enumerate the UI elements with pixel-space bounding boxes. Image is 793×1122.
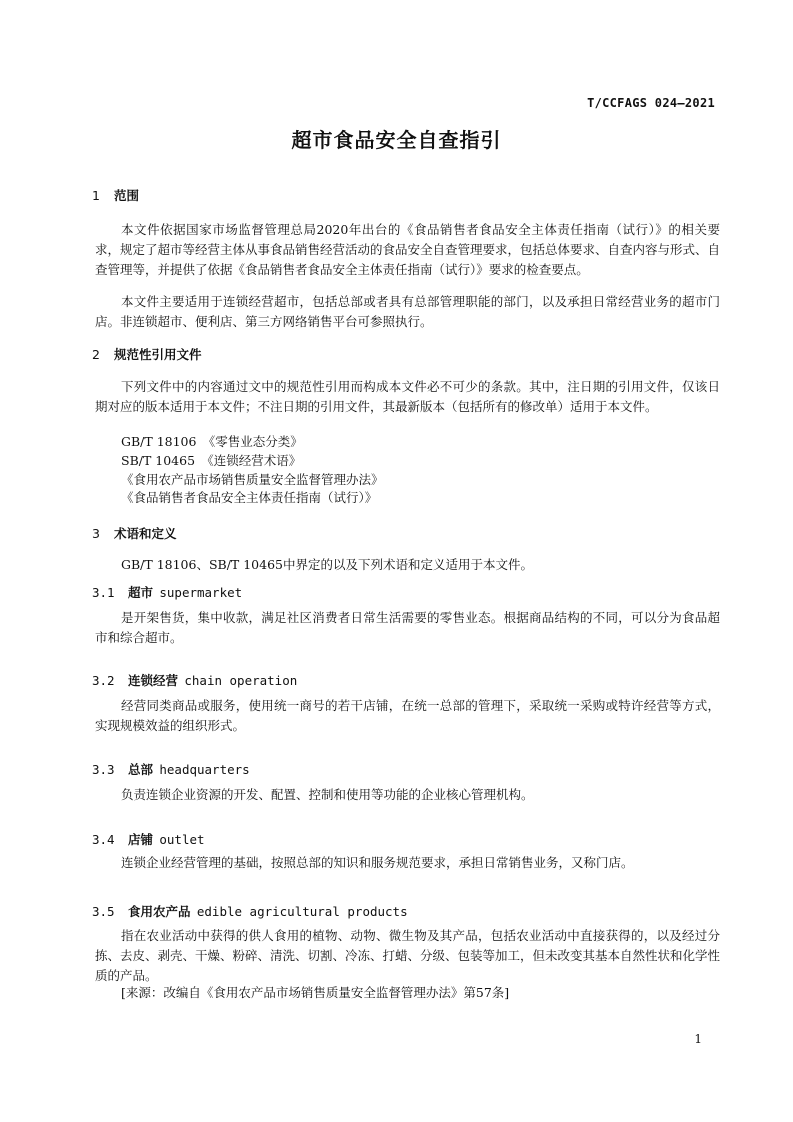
section-number: 2: [92, 347, 100, 362]
reference-item: 《食用农产品市场销售质量安全监督管理办法》: [121, 472, 384, 487]
term-en: supermarket: [159, 585, 243, 600]
section-1-paragraph-1: 本文件依据国家市场监督管理总局2020年出台的《食品销售者食品安全主体责任指南（试行）》的相关要求，规定了超市等经营主体从事食品销售经营活动的食品安全自查管理要求，包括总体要求、自查内容与形式、自查管理等，并提供了依据《食品销售者食品安全主体责任指南（试行）》要求的检查要点。: [95, 222, 721, 277]
term-3-1-definition: 是开架售货，集中收款，满足社区消费者日常生活需要的零售业态。根据商品结构的不同，可以分为食品超市和综合超市。: [95, 610, 720, 645]
section-number: 1: [92, 188, 100, 203]
term-zh: 店铺: [128, 832, 154, 847]
term-3-5-source: [来源：改编自《食用农产品市场销售质量安全监督管理办法》第57条]: [121, 985, 510, 1000]
term-number: 3.1: [92, 585, 115, 600]
term-3-1-heading: [92, 583, 242, 601]
term-3-3-heading: [92, 760, 250, 778]
term-en: chain operation: [184, 673, 298, 688]
term-3-2-heading: [92, 671, 297, 689]
section-3-heading: [92, 524, 177, 542]
term-zh: 超市: [128, 585, 154, 600]
term-zh: 食用农产品: [128, 904, 191, 919]
term-zh: 总部: [128, 762, 154, 777]
term-en: outlet: [159, 832, 205, 847]
term-en: edible agricultural products: [196, 904, 408, 919]
term-zh: 连锁经营: [128, 673, 179, 688]
term-3-2-definition: 经营同类商品或服务，使用统一商号的若干店铺，在统一总部的管理下，采取统一采购或特许经营等方式，实现规模效益的组织形式。: [95, 698, 720, 733]
term-3-5-definition: 指在农业活动中获得的供人食用的植物、动物、微生物及其产品，包括农业活动中直接获得的，以及经过分拣、去皮、剥壳、干燥、粉碎、清洗、切割、冷冻、打蜡、分级、包装等加工，但未改变其基本自然性状和化学性质的产品。: [95, 928, 721, 983]
document-code: T/CCFAGS 024—2021: [587, 96, 715, 110]
section-1-paragraph-2: 本文件主要适用于连锁经营超市，包括总部或者具有总部管理职能的部门，以及承担日常经营业务的超市门店。非连锁超市、便利店、第三方网络销售平台可参照执行。: [95, 294, 720, 329]
document-title: 超市食品安全自查指引: [291, 128, 502, 152]
term-3-3-definition: 负责连锁企业资源的开发、配置、控制和使用等功能的企业核心管理机构。: [121, 787, 534, 802]
section-title: 范围: [114, 188, 140, 203]
term-3-4-heading: [92, 830, 205, 848]
section-2-heading: [92, 345, 202, 363]
section-number: 3: [92, 526, 100, 541]
section-3-paragraph-1: GB/T 18106、SB/T 10465中界定的以及下列术语和定义适用于本文件。: [121, 557, 533, 572]
section-2-paragraph-1: 下列文件中的内容通过文中的规范性引用而构成本文件必不可少的条款。其中，注日期的引用文件，仅该日期对应的版本适用于本文件；不注日期的引用文件，其最新版本（包括所有的修改单）适用于本文件。: [95, 379, 720, 414]
section-1-heading: [92, 186, 139, 204]
reference-item: GB/T 18106 《零售业态分类》: [121, 434, 303, 449]
section-title: 规范性引用文件: [114, 347, 202, 362]
reference-item: 《食品销售者食品安全主体责任指南（试行）》: [121, 490, 378, 505]
term-number: 3.3: [92, 762, 115, 777]
page-number: 1: [694, 1032, 702, 1046]
reference-item: SB/T 10465 《连锁经营术语》: [121, 453, 302, 468]
term-number: 3.5: [92, 904, 115, 919]
term-3-5-heading: [92, 902, 408, 920]
term-en: headquarters: [159, 762, 250, 777]
term-number: 3.2: [92, 673, 115, 688]
term-3-4-definition: 连锁企业经营管理的基础，按照总部的知识和服务规范要求，承担日常销售业务，又称门店。: [121, 855, 634, 870]
term-number: 3.4: [92, 832, 115, 847]
section-title: 术语和定义: [114, 526, 177, 541]
